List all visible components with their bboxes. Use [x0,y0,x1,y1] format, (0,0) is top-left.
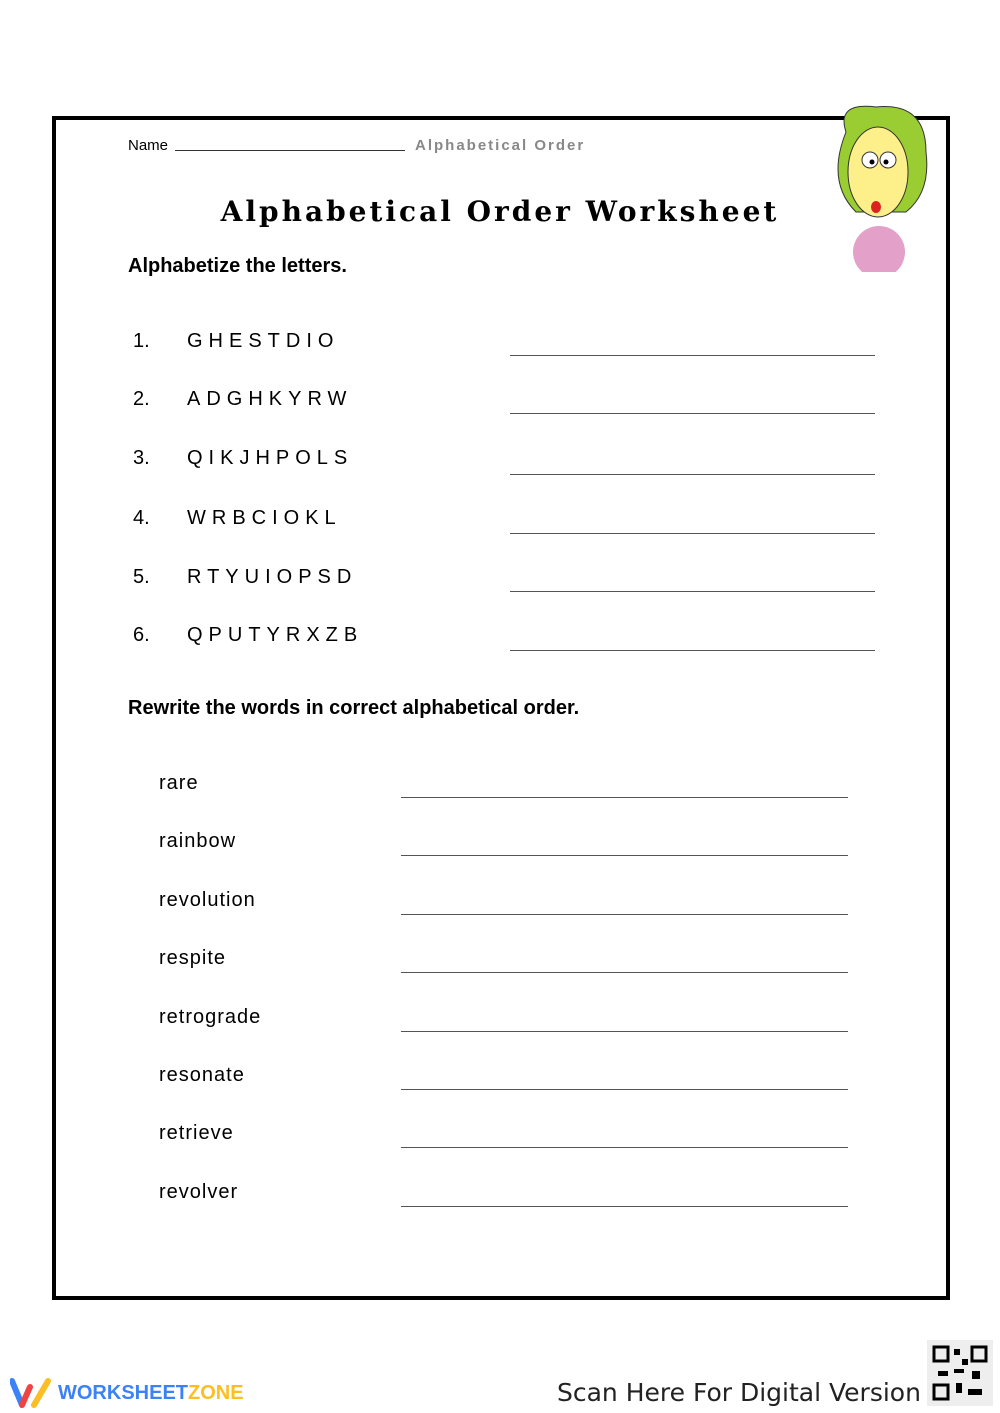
scrambled-letters: GHESTDIO [187,330,340,352]
section2-instruction: Rewrite the words in correct alphabetical order. [128,697,580,719]
subtitle: Alphabetical Order [415,137,586,154]
item-number: 4. [133,507,150,529]
answer-line[interactable] [401,1147,848,1148]
answer-line[interactable] [510,650,875,651]
scrambled-letters: QIKJHPOLS [187,447,354,469]
scrambled-letters: WRBCIOKL [187,507,342,529]
answer-line[interactable] [510,591,875,592]
answer-line[interactable] [401,1031,848,1032]
word-item: rainbow [159,830,237,853]
answer-line[interactable] [401,1089,848,1090]
answer-line[interactable] [401,914,848,915]
word-item: retrieve [159,1122,234,1145]
word-item: rare [159,772,199,794]
logo-text-zone: ZONE [188,1381,244,1404]
scan-caption: Scan Here For Digital Version [557,1378,921,1407]
qr-code-icon [932,1345,988,1401]
word-item: respite [159,947,227,970]
logo-icon [10,1377,52,1409]
logo-text-worksheet: WORKSHEET [58,1381,188,1404]
section1-instruction: Alphabetize the letters. [128,255,347,277]
answer-line[interactable] [510,413,875,414]
item-number: 3. [133,447,150,469]
name-label: Name [128,137,169,154]
answer-line[interactable] [510,474,875,475]
scrambled-letters: QPUTYRXZB [187,624,364,646]
answer-line[interactable] [401,1206,848,1207]
answer-line[interactable] [510,355,875,356]
answer-line[interactable] [401,972,848,973]
word-item: revolver [159,1180,239,1203]
worksheetzone-logo [10,1377,244,1409]
answer-line[interactable] [401,797,848,798]
scrambled-letters: ADGHKYRW [187,388,353,410]
item-number: 6. [133,624,150,646]
name-field-line[interactable] [175,150,405,151]
answer-line[interactable] [510,533,875,534]
word-item: revolution [159,888,256,911]
word-item: resonate [159,1064,245,1086]
answer-line[interactable] [401,855,848,856]
qr-code[interactable] [927,1340,993,1406]
item-number: 1. [133,330,150,352]
item-number: 2. [133,388,150,410]
item-number: 5. [133,566,150,588]
cartoon-woman-illustration [826,102,932,272]
scrambled-letters: RTYUIOPSD [187,566,358,588]
word-item: retrograde [159,1005,262,1028]
page-title: Alphabetical Order Worksheet [220,195,780,228]
